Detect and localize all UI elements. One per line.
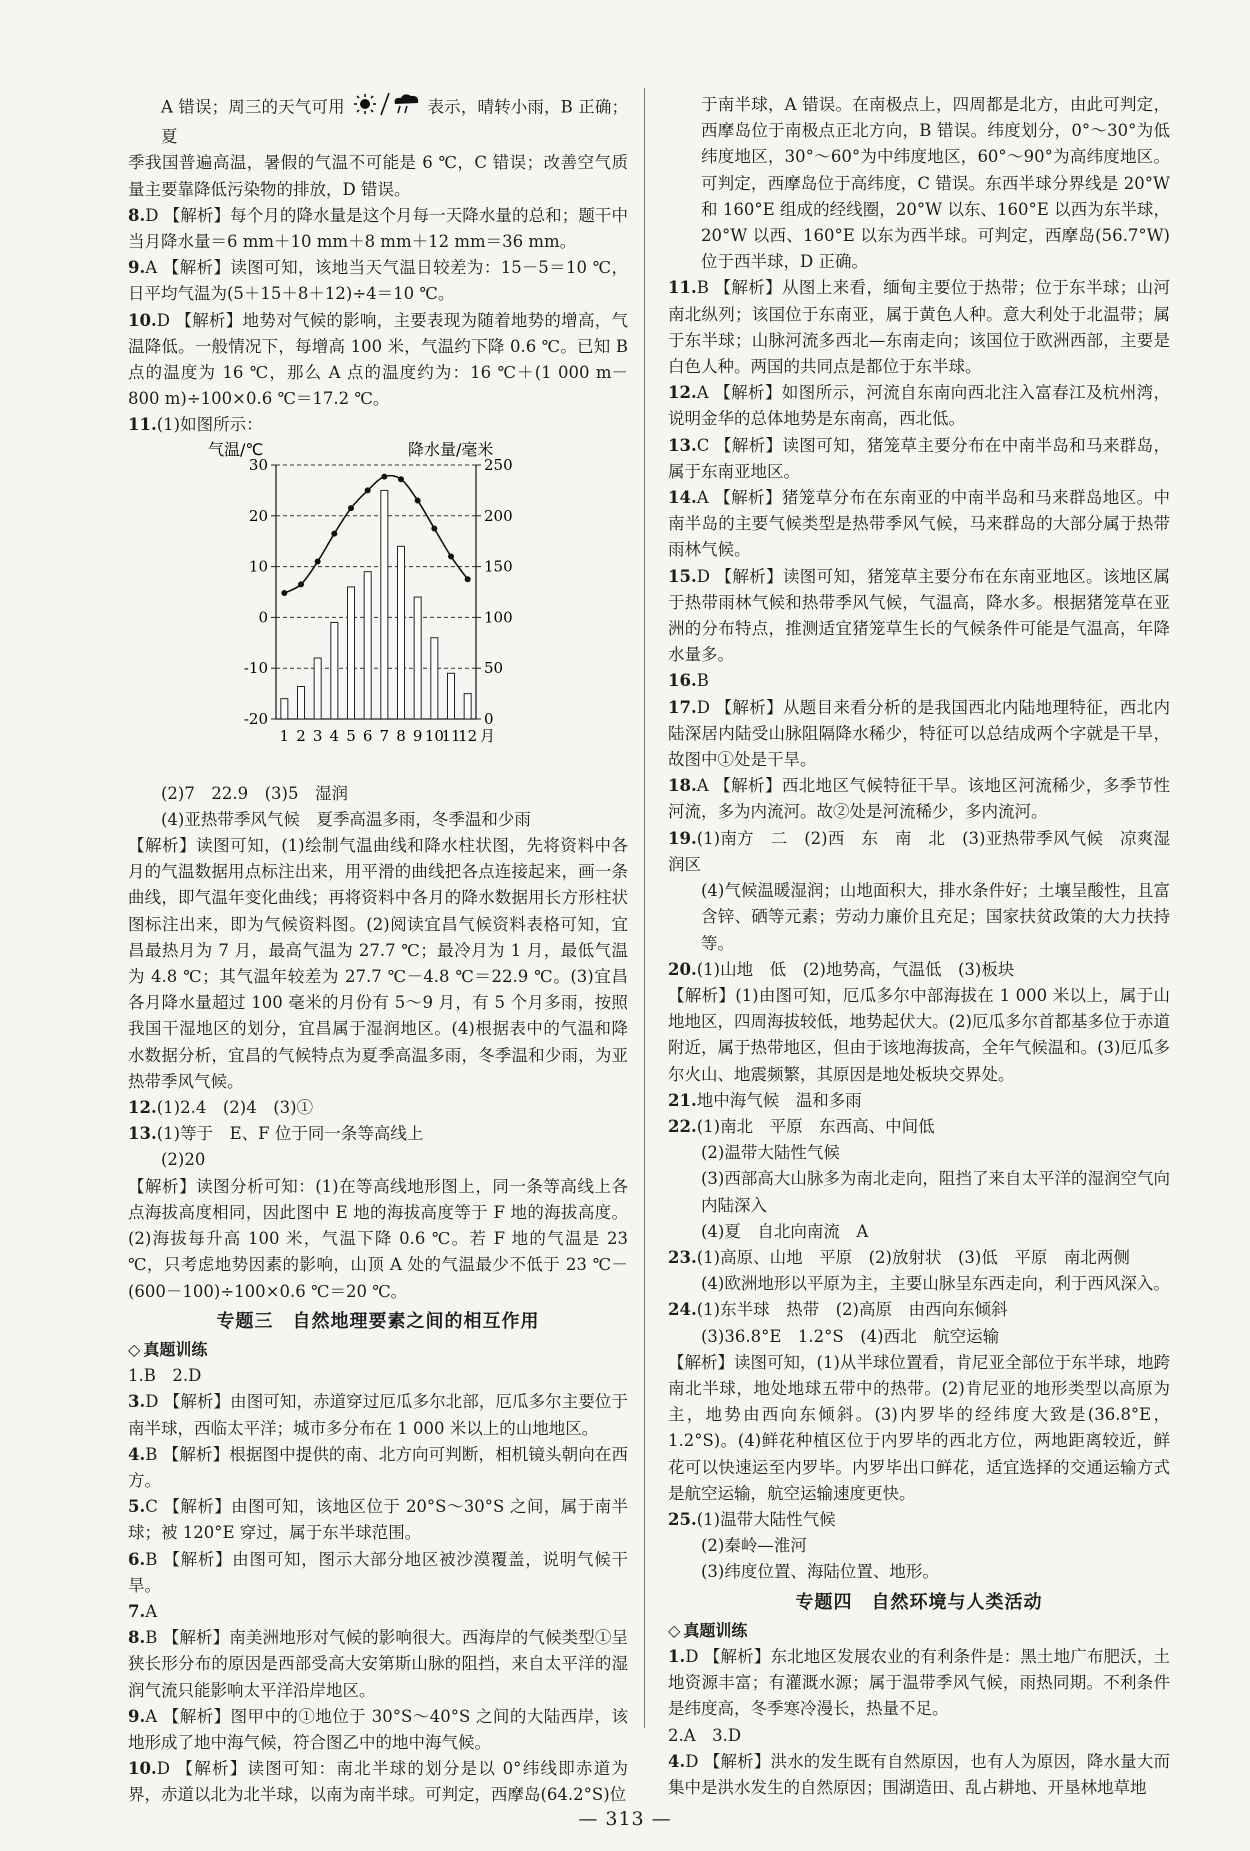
answer-line: (4)气候温暖湿润；山地面积大，排水条件好；土壤呈酸性，且富含锌、硒等元素；劳动力廉价且充足；国家扶贫政策的大力扶持等。: [701, 881, 1170, 953]
answer-item-23: 23.(1)高原、山地 平原 (2)放射状 (3)低 平原 南北两侧: [668, 1247, 1130, 1267]
answer-item-5: 5.C 【解析】由图可知，该地区位于 20°S～30°S 之间，属于南半球；被 120°E 穿过，属于东半球范围。: [128, 1497, 628, 1543]
answer-item-17: 17.D 【解析】从题目来看分析的是我国西北内陆地理特征，西北内陆深居内陆受山脉阻隔降水稀少，特征可以总结成两个字就是干旱，故图中①处是干旱。: [668, 697, 1170, 770]
answer-item-24: 24.(1)东半球 热带 (2)高原 由西向东倾斜: [668, 1300, 1008, 1320]
precip-bar: [314, 658, 321, 719]
month-tick-label: 5: [346, 726, 356, 745]
precip-bar: [464, 693, 471, 718]
light-rain-icon: [390, 92, 422, 124]
answer-line: (3)纬度位置、海陆位置、地形。: [701, 1562, 939, 1582]
precip-bar: [298, 686, 305, 719]
answer-line: (4)欧洲地形以平原为主，主要山脉呈东西走向，利于西风深入。: [701, 1274, 1170, 1294]
answer-item-12: 12.(1)2.4 (2)4 (3)①: [128, 1098, 314, 1118]
answer-item-25: 25.(1)温带大陆性气候: [668, 1509, 836, 1529]
left-tick-label: -10: [243, 658, 268, 677]
month-tick-label: 1: [279, 726, 290, 745]
answer-item-1: 1.D 【解析】东北地区发展农业的有利条件是：黑土地广布肥沃，土地资源丰富；有灌溉水源；属于温带季风气候，雨热同期。不利条件是纬度高，冬季寒冷漫长，热量不足。: [668, 1646, 1170, 1719]
temperature-point: [315, 558, 321, 564]
diamond-icon: ◇: [668, 1620, 681, 1640]
left-tick-label: 30: [248, 455, 268, 474]
precip-bar: [448, 673, 455, 719]
temperature-point: [381, 473, 387, 479]
sunny-weather-icon: [350, 93, 380, 123]
month-suffix-label: 月: [480, 726, 496, 745]
month-tick-label: 7: [379, 726, 390, 745]
answer-item-4: 4.D 【解析】洪水的发生既有自然原因，也有人为原因，降水量大而集中是洪水发生的自然原因；围湖造田、乱占耕地、开垦林地草地: [668, 1751, 1170, 1797]
page-number: — 313 —: [578, 1808, 672, 1830]
answer-item-19: 19.(1)南方 二 (2)西 东 南 北 (3)亚热带季风气候 凉爽湿润区: [668, 828, 1170, 874]
answer-item-6: 6.B 【解析】由图可知，图示大部分地区被沙漠覆盖，说明气候干旱。: [128, 1549, 628, 1595]
left-tick-label: -20: [243, 709, 268, 728]
left-tick-label: 0: [258, 608, 268, 627]
answer-item-16: 16.B: [668, 671, 709, 691]
analysis-paragraph: 【解析】(1)由图可知，厄瓜多尔中部海拔在 1 000 米以上，属于山地地区，四周海拔较低，地势起伏大。(2)厄瓜多尔首都基多位于赤道附近，属于热带地区，但由于该地海拔高，全年气候温和。(3)厄瓜多尔火山、地震频繁，其原因是地处板块交界处。: [668, 985, 1170, 1084]
precip-bar: [364, 571, 371, 718]
right-tick-label: 200: [484, 506, 513, 525]
answer-line: (4)夏 自北向南流 A: [701, 1221, 869, 1241]
temperature-point: [465, 576, 471, 582]
temperature-point: [281, 590, 287, 596]
answer-item-13: 13.C 【解析】读图可知，猪笼草主要分布在中南半岛和马来群岛，属于东南亚地区。: [668, 435, 1170, 481]
column-divider: [644, 88, 645, 1728]
answer-item-10: 10.D 【解析】读图可知：南北半球的划分是以 0°纬线即赤道为界，赤道以北为北半球，以南为南半球。可判定，西摩岛(64.2°S)位: [128, 1759, 628, 1805]
precip-bar: [414, 597, 421, 719]
answer-item-14: 14.A 【解析】猪笼草分布在东南亚的中南半岛和马来群岛地区。中南半岛的主要气候类型是热带季风气候，马来群岛的大部分属于热带雨林气候。: [668, 488, 1170, 560]
answer-item-15: 15.D 【解析】读图可知，猪笼草主要分布在东南亚地区。该地区属于热带雨林气候和热带季风气候，气温高，降水多。根据猪笼草在亚洲的分布特点，推测适宜猪笼草生长的气候条件可能是气温高，年降水量多。: [668, 566, 1170, 665]
right-tick-label: 150: [484, 557, 513, 576]
left-tick-label: 20: [248, 506, 268, 525]
precip-bar: [431, 637, 438, 718]
section-subtitle: ◇ 真题训练: [128, 1337, 628, 1363]
analysis-paragraph: 【解析】读图可知，(1)从半球位置看，肯尼亚全部位于东半球，地跨南北半球，地处地球五带中的热带。(2)肯尼亚的地形类型以高原为主，地势由西向东倾斜。(3)内罗毕的经纬度大致是(36.8°E，1.2°S)。(4)鲜花种植区位于内罗毕的西北方位，两地距离较近，鲜花可以快速运至内罗毕。内罗毕出口鲜花，适宜选择的交通运输方式是航空运输，航空运输速度更快。: [668, 1352, 1170, 1503]
month-tick-label: 9: [412, 726, 423, 745]
section-subtitle: ◇ 真题训练: [668, 1618, 1170, 1644]
right-tick-label: 100: [484, 608, 513, 627]
right-column: [668, 92, 1170, 1801]
temperature-point: [398, 476, 404, 482]
answer-item-18: 18.A 【解析】西北地区气候特征干旱。该地区河流稀少，多季节性河流，多为内流河。故②处是河流稀少，多内流河。: [668, 776, 1170, 822]
temperature-point: [415, 497, 421, 503]
month-tick-label: 6: [362, 726, 373, 745]
climate-chart-svg: [128, 439, 628, 781]
precip-axis-title: 降水量/毫米: [408, 439, 494, 459]
answer-paragraph: 季我国普遍高温，暑假的气温不可能是 6 ℃，C 错误；改善空气质量主要靠降低污染物的排放，D 错误。: [128, 153, 628, 199]
answer-item-11: 11.(1)如图所示：: [128, 415, 263, 435]
precip-bar: [331, 622, 338, 719]
precip-bar: [398, 546, 405, 719]
climate-chart: [128, 439, 628, 781]
right-tick-label: 50: [484, 658, 504, 677]
answer-line: (2)秦岭—淮河: [701, 1536, 807, 1556]
answer-line: (2)7 22.9 (3)5 湿润: [161, 783, 348, 803]
left-column: [128, 92, 628, 1809]
answer-item-11: 11.B 【解析】从图上来看，缅甸主要位于热带；位于东半球；山河南北纵列；该国位于东南亚，属于黄色人种。意大利处于北温带；属于东半球；山脉河流多西北—东南走向；该国位于欧洲西部，主要是白色人种。两国的共同点是都位于东半球。: [668, 278, 1170, 377]
temperature-curve: [284, 475, 467, 592]
month-tick-label: 12: [458, 726, 478, 745]
answer-item-9: 9.A 【解析】图甲中的①地位于 30°S～40°S 之间的大陆西岸，该地形成了地中海气候，符合图乙中的地中海气候。: [128, 1706, 628, 1752]
answer-item-13: 13.(1)等于 E、F 位于同一条等高线上: [128, 1124, 424, 1144]
temp-axis-title: 气温/℃: [208, 439, 264, 459]
analysis-paragraph: 【解析】读图可知，(1)绘制气温曲线和降水柱状图，先将资料中各月的气温数据用点标注出来，用平滑的曲线把各点连接起来，画一条曲线，即气温年变化曲线；再将资料中各月的降水数据用长方形柱状图标注出来，即为气候资料图。(2)阅读宜昌气候资料表格可知，宜昌最热月为 7 月，最高气温为 27.7 ℃；最冷月为 1 月，最低气温为 4.8 ℃；其气温年较差为 27.7 ℃－4.8 ℃＝22.9 ℃。(3)宜昌各月降水量超过 100 毫米的月份有 5～9 月，有 5 个月多雨，按照我国干湿地区的划分，宜昌属于湿润地区。(4)根据表中的气温和降水数据分析，宜昌的气候特点为夏季高温多雨，冬季温和少雨，为亚热带季风气候。: [128, 836, 628, 1091]
month-tick-label: 4: [329, 726, 340, 745]
answer-item-22: 22.(1)南北 平原 东西高、中间低: [668, 1116, 935, 1136]
temperature-point: [298, 581, 304, 587]
left-tick-label: 10: [248, 557, 268, 576]
answer-item-3: 3.D 【解析】由图可知，赤道穿过厄瓜多尔北部，厄瓜多尔主要位于南半球，西临太平洋；城市多分布在 1 000 米以上的山地地区。: [128, 1392, 628, 1438]
answer-line: 1.B 2.D: [128, 1366, 202, 1386]
answer-item-7: 7.A: [128, 1601, 158, 1621]
answer-item-21: 21.地中海气候 温和多雨: [668, 1090, 862, 1110]
right-tick-label: 0: [484, 709, 494, 728]
slash-separator-icon: [380, 92, 390, 124]
precip-bar: [348, 587, 355, 719]
temperature-point: [365, 487, 371, 493]
answer-line: (3)36.8°E 1.2°S (4)西北 航空运输: [701, 1326, 1000, 1346]
month-tick-label: 2: [296, 726, 306, 745]
answer-item-9: 9.A 【解析】读图可知，该地当天气温日较差为：15－5＝10 ℃，日平均气温为(5＋15＋8＋12)÷4＝10 ℃。: [128, 258, 628, 304]
answer-item-8: 8.D 【解析】每个月的降水量是这个月每一天降水量的总和；题干中当月降水量＝6 mm＋10 mm＋8 mm＋12 mm＝36 mm。: [128, 205, 628, 252]
answer-item-20: 20.(1)山地 低 (2)地势高，气温低 (3)板块: [668, 959, 1015, 979]
diamond-icon: ◇: [128, 1339, 141, 1359]
analysis-paragraph: 【解析】读图分析可知：(1)在等高线地形图上，同一条等高线上各点海拔高度相同，因此图中 E 地的海拔高度等于 F 地的海拔高度。(2)海拔每升高 100 米，气温下降 0.6 ℃。若 F 地的气温是 23 ℃，只考虑地势因素的影响，山顶 A 处的气温最少不低于 23 ℃－(600－100)÷100×0.6 ℃＝20 ℃。: [128, 1176, 628, 1301]
answer-line: (3)西部高大山脉多为南北走向，阻挡了来自太平洋的湿润空气向内陆深入: [701, 1169, 1170, 1215]
precip-bar: [281, 698, 288, 718]
answer-paragraph: 于南半球，A 错误。在南极点上，四周都是北方，由此可判定，西摩岛位于南极点正北方向，B 错误。纬度划分，0°～30°为低纬度地区，30°～60°为中纬度地区，60°～90°为高纬度地区。可判定，西摩岛位于高纬度，C 错误。东西半球分界线是 20°W 和 160°E 组成的经线圈，20°W 以东、160°E 以西为东半球，20°W 以西、160°E 以东为西半球。可判定，西摩岛(56.7°W)位于西半球，D 正确。: [701, 95, 1170, 272]
right-tick-label: 250: [484, 455, 513, 474]
answer-line: (4)亚热带季风气候 夏季高温多雨，冬季温和少雨: [161, 809, 531, 829]
month-tick-label: 10: [424, 726, 444, 745]
temperature-point: [331, 530, 337, 536]
answer-item-12: 12.A 【解析】如图所示，河流自东南向西北注入富春江及杭州湾，说明金华的总体地势是东南高，西北低。: [668, 383, 1170, 429]
month-tick-label: 8: [396, 726, 406, 745]
answer-paragraph: A 错误；周三的天气可用 表示，晴转小雨，B 正确；夏: [128, 92, 628, 150]
temperature-point: [448, 553, 454, 559]
answer-line: 2.A 3.D: [668, 1725, 742, 1745]
temperature-point: [348, 505, 354, 511]
answer-item-10: 10.D 【解析】地势对气候的影响，主要表现为随着地势的增高，气温降低。一般情况下，每增高 100 米，气温约下降 0.6 ℃。已知 B 点的温度为 16 ℃，那么 A 点的温度约为：16 ℃＋(1 000 m－800 m)÷100×0.6 ℃＝17.2 ℃。: [128, 310, 628, 409]
section-title: 专题三 自然地理要素之间的相互作用: [216, 1310, 540, 1332]
precip-bar: [381, 490, 388, 719]
answer-item-4: 4.B 【解析】根据图中提供的南、北方向可判断，相机镜头朝向在西方。: [128, 1444, 628, 1490]
section-title: 专题四 自然环境与人类活动: [795, 1591, 1043, 1613]
month-tick-label: 11: [441, 726, 461, 745]
temperature-point: [431, 525, 437, 531]
month-tick-label: 3: [312, 726, 323, 745]
answer-line: (2)温带大陆性气候: [701, 1143, 840, 1163]
answer-item-8: 8.B 【解析】南美洲地形对气候的影响很大。西海岸的气候类型①呈狭长形分布的原因是西部受高大安第斯山脉的阻挡，来自太平洋的湿润气流只能影响太平洋沿岸地区。: [128, 1628, 628, 1700]
answer-line: (2)20: [161, 1150, 206, 1170]
